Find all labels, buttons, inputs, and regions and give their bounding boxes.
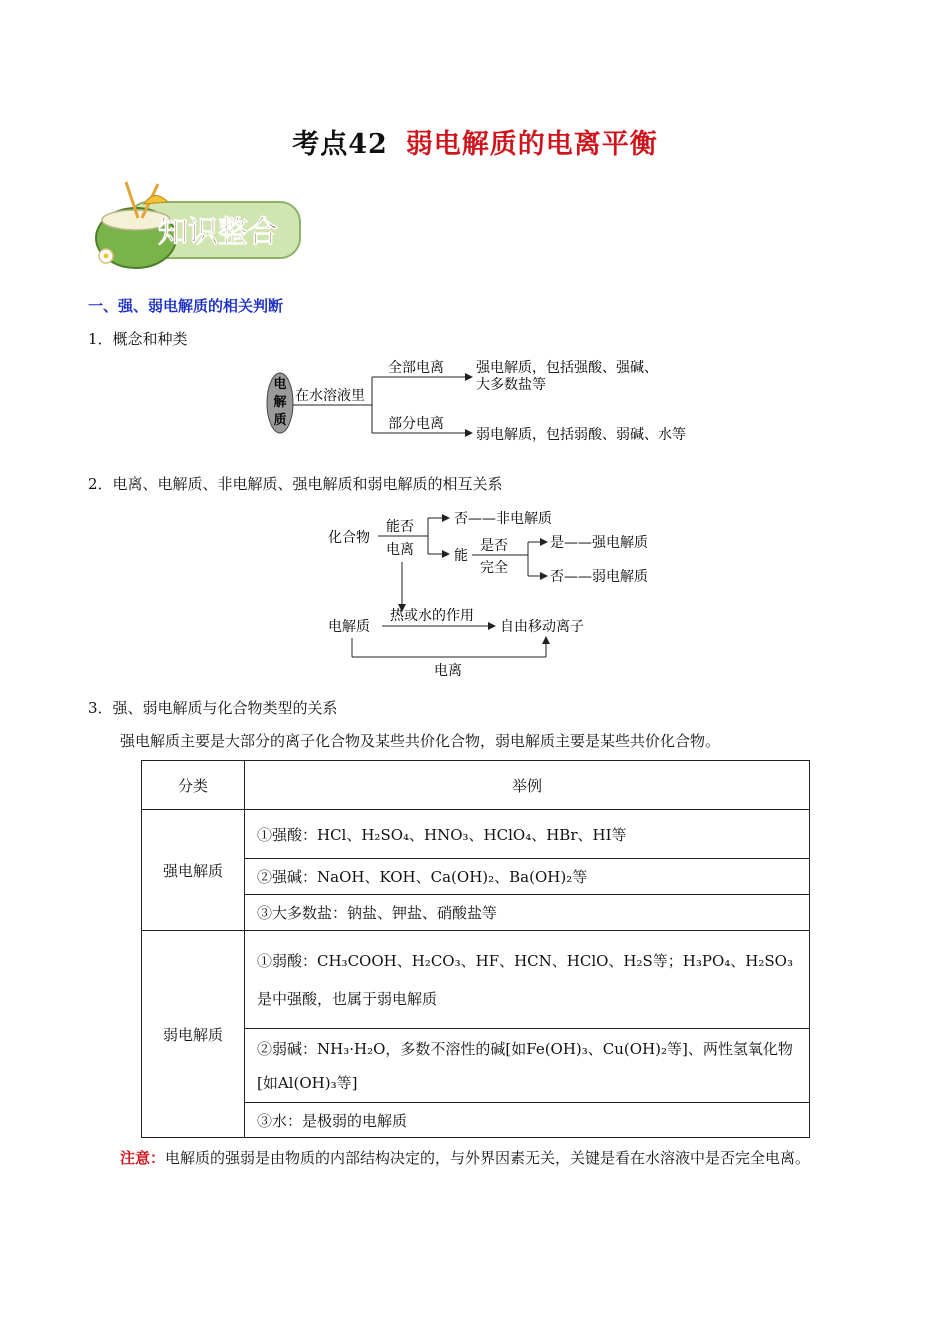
- can-text: 能否: [386, 519, 414, 535]
- relationship-diagram: [320, 500, 680, 680]
- result-top-line1: 强电解质，包括强酸、强碱、: [476, 360, 658, 376]
- weak-row-3: ③水：是极弱的电解质: [245, 1103, 810, 1138]
- section-banner: [88, 180, 306, 272]
- coconut-banner-icon: [88, 180, 306, 272]
- electrolyte-text: 电解质: [328, 619, 370, 635]
- note-text: 电解质的强弱是由物质的内部结构决定的，与外界因素无关，关键是看在水溶液中是否完全电离。: [165, 1149, 811, 1167]
- no-weak: 否——弱电解质: [550, 569, 648, 585]
- weak-row-1: ①弱酸：CH₃COOH、H₂CO₃、HF、HCN、HClO、H₂S等；H₃PO₄、H₂SO₃是中强酸，也属于弱电解质: [245, 931, 810, 1029]
- yes-strong: 是——强电解质: [550, 535, 648, 551]
- category-strong: 强电解质: [142, 810, 245, 931]
- yes-text: 能: [454, 548, 468, 564]
- strong-row-2: ②强碱：NaOH、KOH、Ca(OH)₂、Ba(OH)₂等: [245, 859, 810, 895]
- ionize-text: 电离: [386, 542, 414, 558]
- branch-top: 全部电离: [388, 360, 444, 376]
- result-bottom: 弱电解质，包括弱酸、弱碱、水等: [476, 427, 686, 443]
- node-char-2: 解: [273, 395, 287, 410]
- page-title: [0, 122, 950, 161]
- strong-row-1: ①强酸：HCl、H₂SO₄、HNO₃、HClO₄、HBr、HI等: [245, 810, 810, 859]
- strong-row-3: ③大多数盐：钠盐、钾盐、硝酸盐等: [245, 895, 810, 931]
- weak-row-2: ②弱碱：NH₃·H₂O，多数不溶性的碱[如Fe(OH)₃、Cu(OH)₂等]、两性氢氧化物[如Al(OH)₃等]: [245, 1029, 810, 1103]
- note-label: 注意：: [120, 1149, 166, 1167]
- electrolyte-types-table: [141, 760, 810, 1138]
- concept-diagram: [260, 355, 740, 450]
- table-row: [142, 931, 810, 1029]
- table-header-row: [142, 761, 810, 810]
- compound-text: 化合物: [328, 530, 370, 546]
- condition-text: 在水溶液里: [295, 388, 365, 404]
- header-example: 举例: [245, 761, 810, 810]
- item3-intro: 强电解质主要是大部分的离子化合物及某些共价化合物，弱电解质主要是某些共价化合物。: [120, 732, 721, 750]
- category-weak: 弱电解质: [142, 931, 245, 1138]
- node-char-3: 质: [273, 413, 287, 428]
- no-nonelectrolyte: 否——非电解质: [454, 511, 552, 527]
- title-text: 弱电解质的电离平衡: [405, 129, 658, 160]
- banner-text: 知识整合: [158, 215, 278, 250]
- whether-text: 是否: [480, 538, 508, 554]
- note-paragraph: [88, 1140, 868, 1176]
- section-heading: 一、强、弱电解质的相关判断: [88, 297, 284, 315]
- branch-bottom: 部分电离: [388, 416, 444, 432]
- free-ions-text: 自由移动离子: [500, 619, 584, 635]
- complete-text: 完全: [480, 560, 508, 576]
- result-top-line2: 大多数盐等: [476, 377, 546, 393]
- item3-label: 3．强、弱电解质与化合物类型的关系: [88, 699, 338, 717]
- header-category: 分类: [142, 761, 245, 810]
- bottom-ionize-text: 电离: [434, 663, 462, 679]
- item1-label: 1．概念和种类: [88, 330, 188, 348]
- heat-water-text: 热或水的作用: [390, 608, 474, 624]
- title-number: 考点42: [292, 129, 388, 160]
- node-char-1: 电: [273, 377, 287, 392]
- table-row: [142, 810, 810, 859]
- item2-label: 2．电离、电解质、非电解质、强电解质和弱电解质的相互关系: [88, 475, 503, 493]
